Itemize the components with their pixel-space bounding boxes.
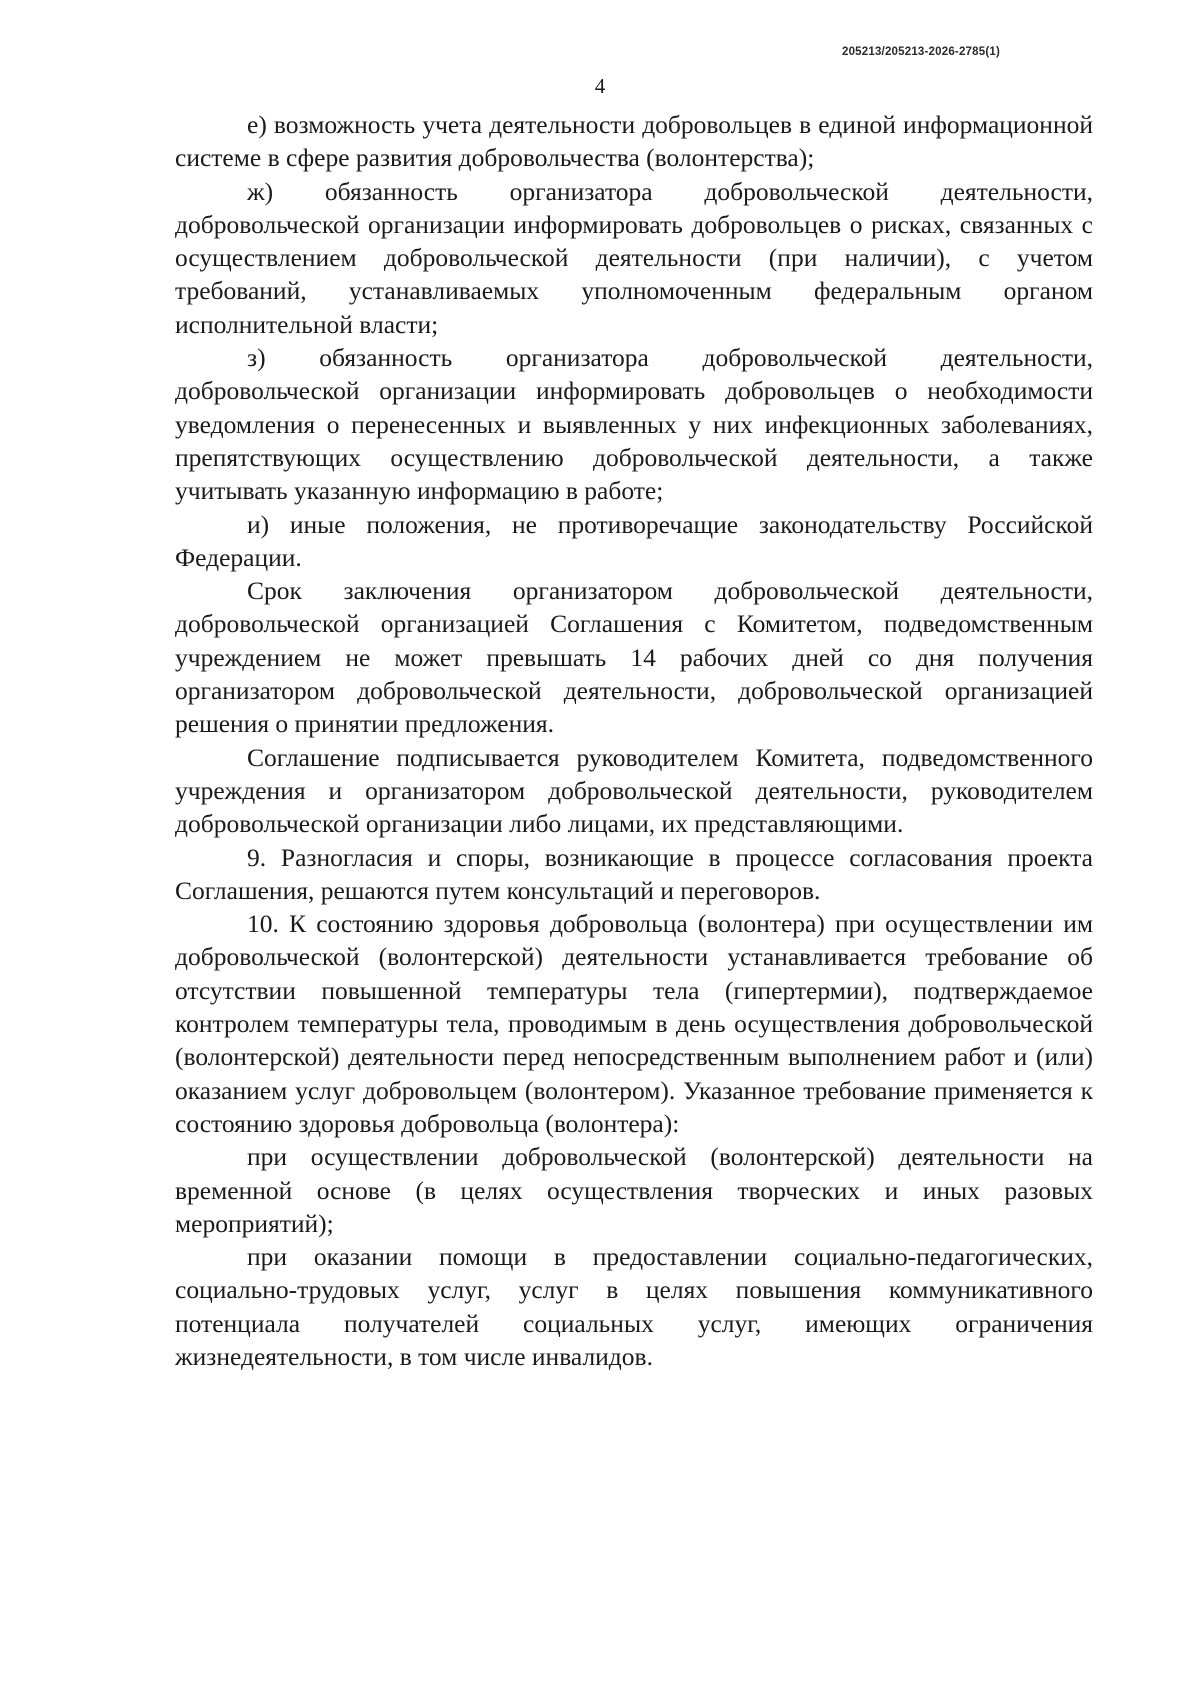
paragraph-section-10: 10. К состоянию здоровья добровольца (волонтера) при осуществлении им добровольческой (волонтерской) деятельности устанавливается требование об отсутствии повышенной температуры тела (гипертермии), подтверждаемое контролем температуры тела, проводимым в день осуществления добровольческой (волонтерской) деятельности перед непосредственным выполнением работ и (или) оказанием услуг добровольцем (волонтером). Указанное требование применяется к состоянию здоровья добровольца (волонтера): — [175, 909, 1093, 1138]
document-body — [175, 108, 1093, 1373]
page-number: 4 — [594, 74, 606, 98]
paragraph-item-e: е) возможность учета деятельности добровольцев в единой информационной системе в сфере развития добровольчества (волонтерства); — [175, 110, 1093, 173]
paragraph-section-9: 9. Разногласия и споры, возникающие в процессе согласования проекта Соглашения, решаются путем консультаций и переговоров. — [175, 842, 1093, 905]
paragraph-social-services: при оказании помощи в предоставлении социально-педагогических, социально-трудовых услуг, услуг в целях повышения коммуникативного потенциала получателей социальных услуг, имеющих ограничения жизнедеятельности, в том числе инвалидов. — [175, 1242, 1093, 1371]
document-id: 205213/205213-2026-2785(1) — [841, 46, 1000, 58]
paragraph-item-z: з) обязанность организатора добровольческой деятельности, добровольческой организации информировать добровольцев о необходимости уведомления о перенесенных и выявленных у них инфекционных заболеваниях, препятствующих осуществлению добровольческой деятельности, а также учитывать указанную информацию в работе; — [175, 343, 1093, 506]
paragraph-item-i: и) иные положения, не противоречащие законодательству Российской Федерации. — [175, 509, 1093, 572]
paragraph-temporary-basis: при осуществлении добровольческой (волонтерской) деятельности на временной основе (в целях осуществления творческих и иных разовых мероприятий); — [175, 1142, 1093, 1238]
paragraph-agreement-term: Срок заключения организатором добровольческой деятельности, добровольческой организацией Соглашения с Комитетом, подведомственным учреждением не может превышать 14 рабочих дней со дня получения организатором добровольческой деятельности, добровольческой организацией решения о принятии предложения. — [175, 576, 1093, 739]
paragraph-item-zh: ж) обязанность организатора добровольческой деятельности, добровольческой организации информировать добровольцев о рисках, связанных с осуществлением добровольческой деятельности (при наличии), с учетом требований, устанавливаемых уполномоченным федеральным органом исполнительной власти; — [175, 176, 1093, 339]
paragraph-agreement-signing: Соглашение подписывается руководителем Комитета, подведомственного учреждения и организатором добровольческой деятельности, руководителем добровольческой организации либо лицами, их представляющими. — [175, 742, 1093, 839]
